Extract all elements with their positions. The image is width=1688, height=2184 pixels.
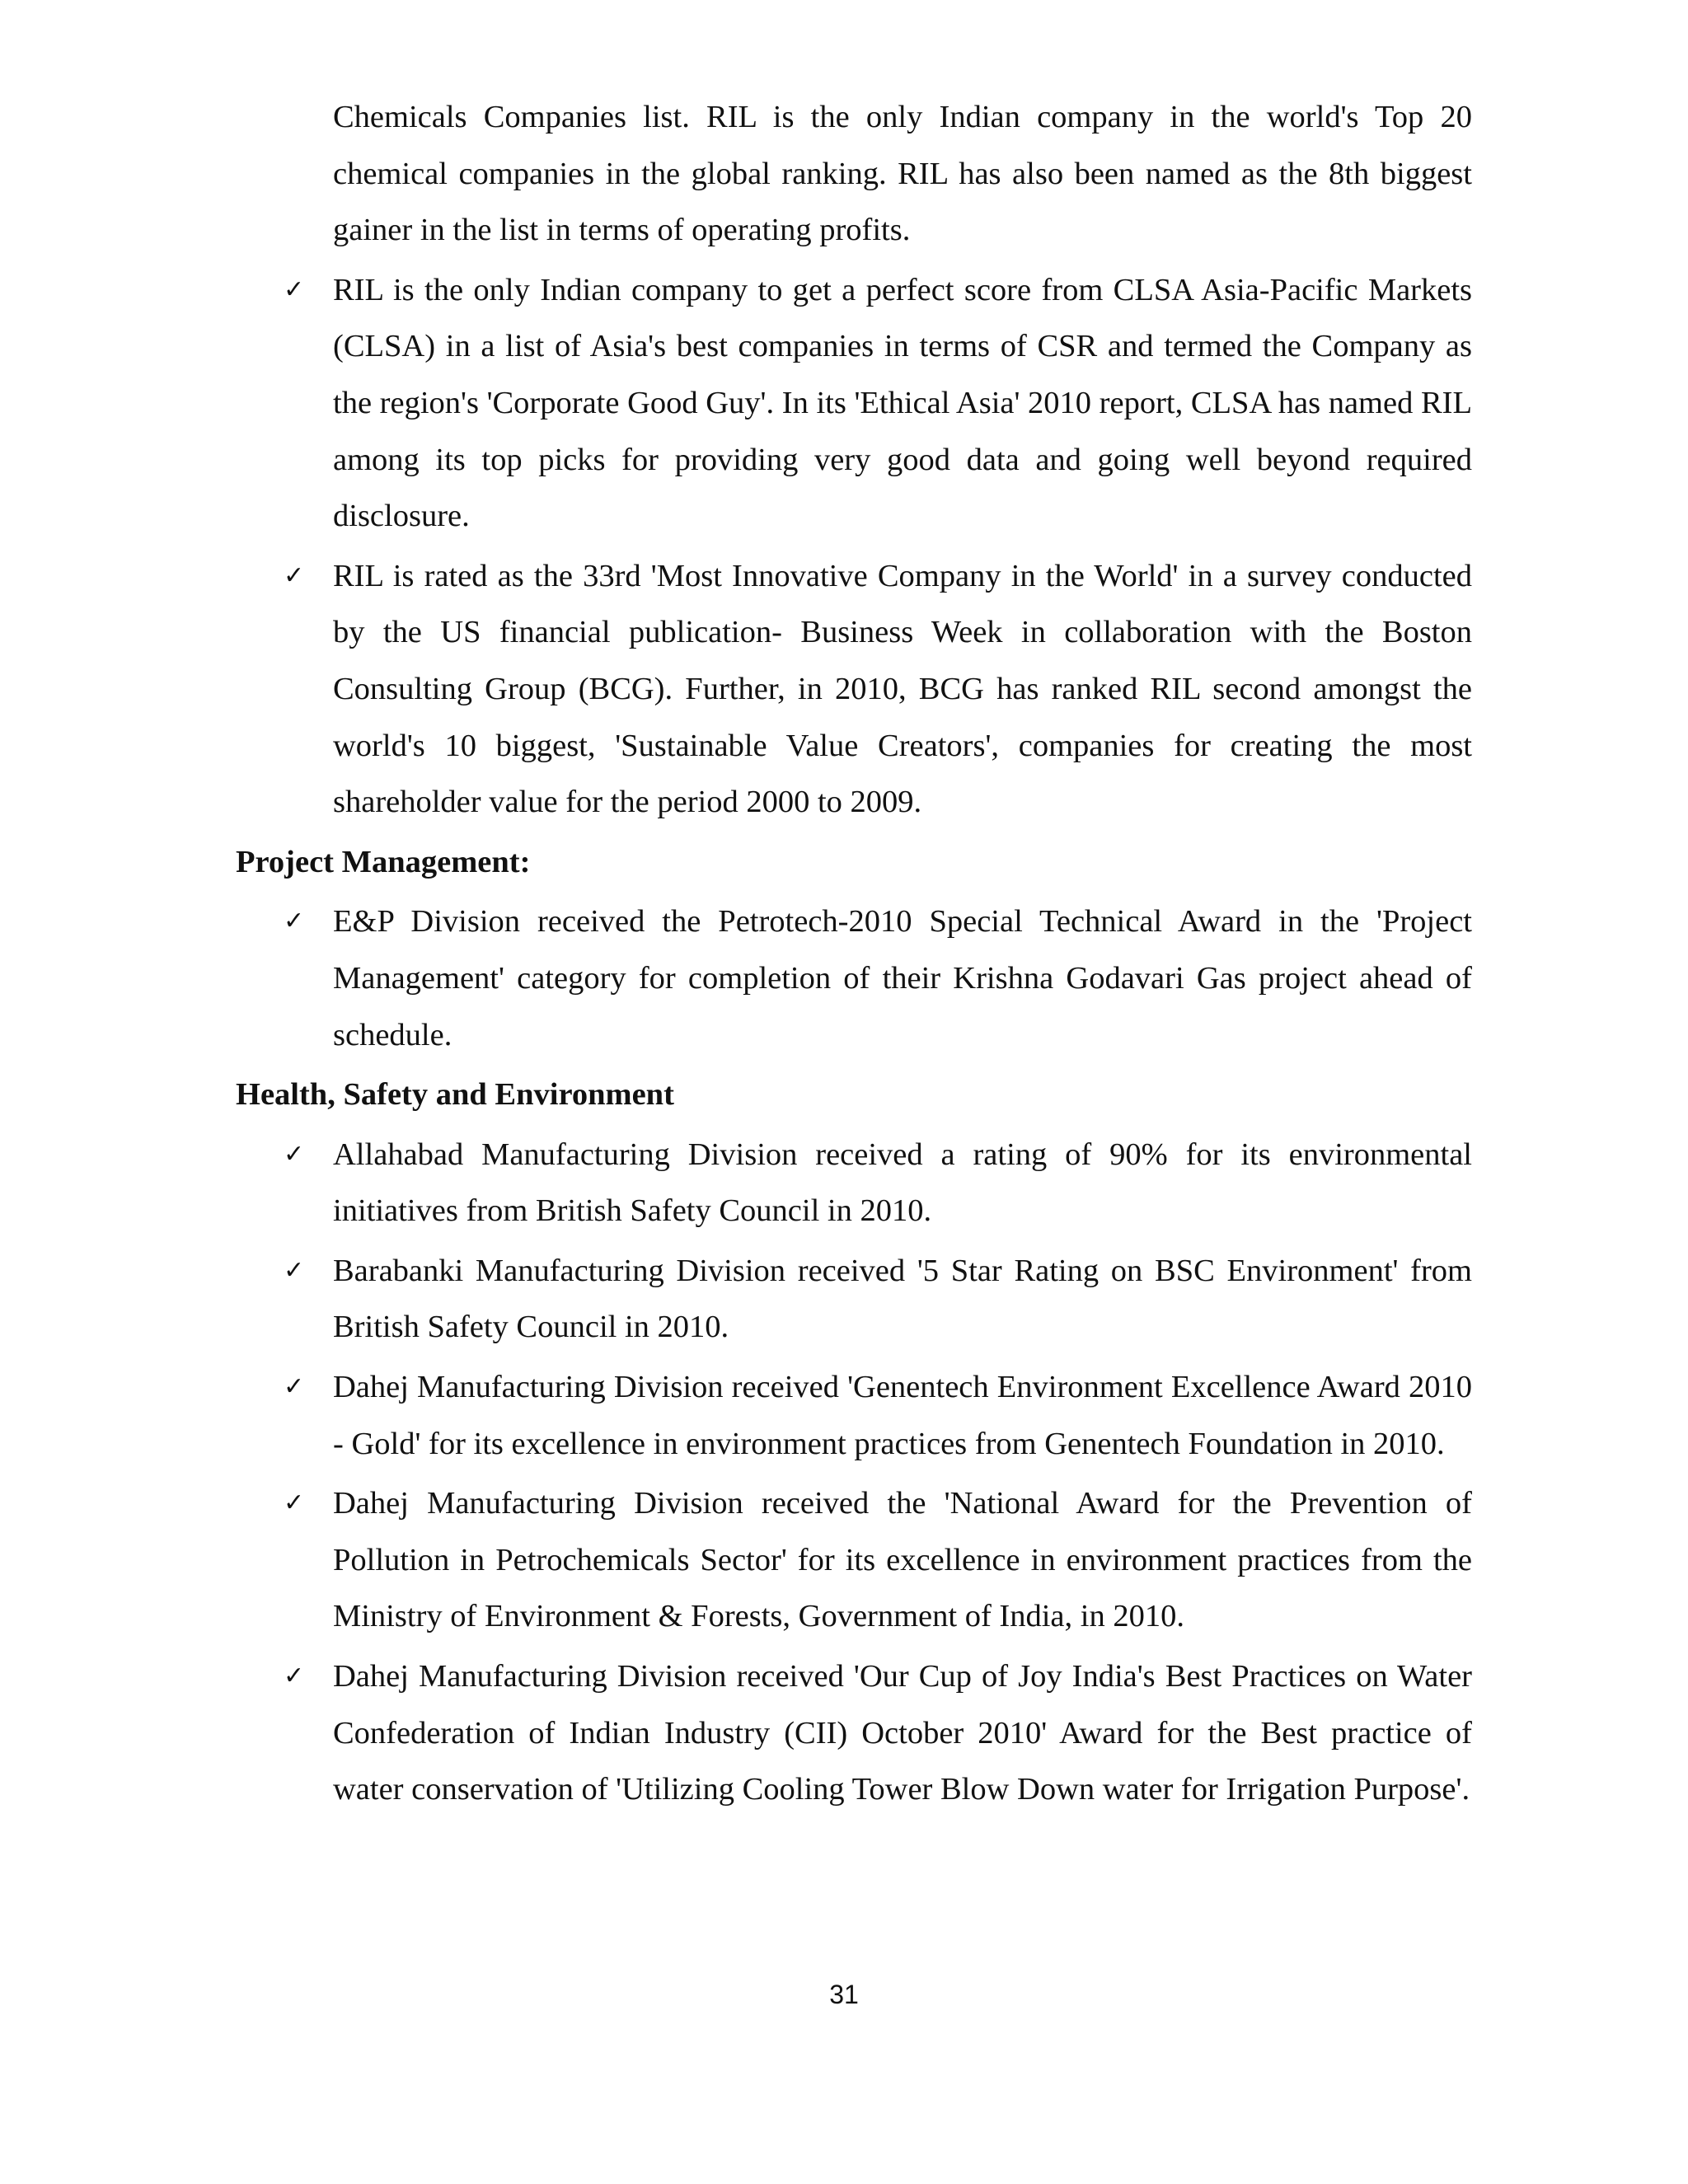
checkmark-icon: ✓: [284, 274, 305, 304]
continued-paragraph-text: Chemicals Companies list. RIL is the only Indian company in the world's Top 20 chemical companies in the global ranking. RIL has also been named as the 8th biggest gainer in the list in terms of operating profits.: [333, 100, 1472, 248]
bullet-text: E&P Division received the Petrotech-2010 Special Technical Award in the 'Project Management' category for completion of their Krishna Godavari Gas project ahead of schedule.: [333, 904, 1472, 1052]
bullet-item: [236, 893, 1472, 1063]
bullet-text: Barabanki Manufacturing Division received '5 Star Rating on BSC Environment' from British Safety Council in 2010.: [333, 1253, 1472, 1345]
checkmark-icon: ✓: [284, 1372, 305, 1402]
bullet-text: Dahej Manufacturing Division received 'Genentech Environment Excellence Award 2010 - Gold' for its excellence in environment practices from Genentech Foundation in 2010.: [333, 1370, 1472, 1461]
bullet-text: RIL is rated as the 33rd 'Most Innovative Company in the World' in a survey conducted by the US financial publication- Business Week in collaboration with the Boston Consulting Group (BCG). Further, in 2010, BCG has ranked RIL second amongst the world's 10 biggest, 'Sustainable Value Creators', companies for creating the most shareholder value for the period 2000 to 2009.: [333, 558, 1472, 820]
bullet-item: [236, 1243, 1472, 1356]
checkmark-icon: ✓: [284, 1139, 305, 1169]
continued-paragraph: [236, 89, 1472, 259]
bullet-item: [236, 262, 1472, 545]
checkmark-icon: ✓: [284, 560, 305, 590]
checkmark-icon: ✓: [284, 1255, 305, 1285]
bullet-item: [236, 1127, 1472, 1240]
bullet-text: RIL is the only Indian company to get a perfect score from CLSA Asia-Pacific Markets (CLSA) in a list of Asia's best companies in terms of CSR and termed the Company as the region's 'Corporate Good Guy'. In its 'Ethical Asia' 2010 report, CLSA has named RIL among its top picks for providing very good data and going well beyond required disclosure.: [333, 272, 1472, 534]
checkmark-icon: ✓: [284, 1661, 305, 1691]
page-number: 31: [829, 1980, 859, 2009]
bullet-item: [236, 1475, 1472, 1645]
bullet-item: [236, 548, 1472, 831]
checkmark-icon: ✓: [284, 1488, 305, 1518]
bullet-text: Dahej Manufacturing Division received the 'National Award for the Prevention of Pollution in Petrochemicals Sector' for its excellence in environment practices from the Ministry of Environment & Forests, Government of India, in 2010.: [333, 1486, 1472, 1634]
section-heading-health-safety-environment: Health, Safety and Environment: [236, 1077, 674, 1113]
checkmark-icon: ✓: [284, 907, 305, 936]
bullet-item: [236, 1359, 1472, 1472]
section-heading-project-management: Project Management:: [236, 844, 531, 879]
bullet-text: Allahabad Manufacturing Division received a rating of 90% for its environmental initiatives from British Safety Council in 2010.: [333, 1137, 1472, 1229]
bullet-item: [236, 1648, 1472, 1818]
page-content: [236, 89, 1472, 1821]
bullet-text: Dahej Manufacturing Division received 'Our Cup of Joy India's Best Practices on Water Confederation of Indian Industry (CII) October 2010' Award for the Best practice of water conservation of 'Utilizing Cooling Tower Blow Down water for Irrigation Purpose'.: [333, 1659, 1472, 1807]
